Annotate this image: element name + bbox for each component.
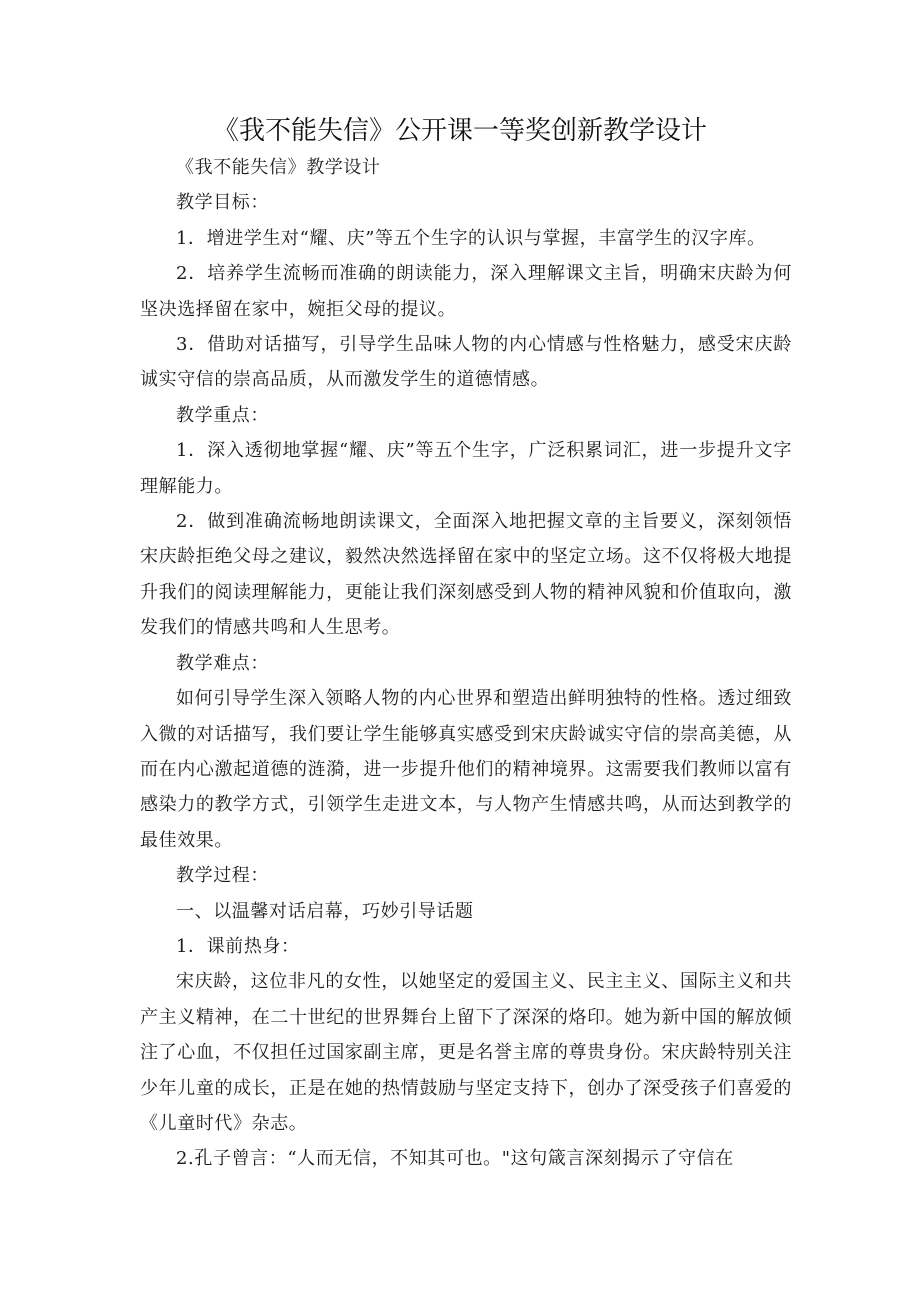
heading-key-points: 教学重点： <box>176 404 269 426</box>
heading-process: 教学过程： <box>176 865 269 887</box>
confucius-quote: 2.孔子曾言：“人而无信，不知其可也。"这句箴言深刻揭示了守信在 <box>176 1148 734 1170</box>
objective-3: 3．借助对话描写，引导学生品味人物的内心情感与性格魅力，感受宋庆龄诚实守信的崇高品质，从而激发学生的道德情感。 <box>140 334 792 391</box>
process-step-1: 一、以温馨对话启幕，巧妙引导话题 <box>176 900 474 922</box>
document-title: 《我不能失信》公开课一等奖创新教学设计 <box>212 116 707 146</box>
warmup-heading: 1．课前热身： <box>176 935 300 957</box>
document-body <box>140 150 792 1177</box>
warmup-text: 宋庆龄，这位非凡的女性，以她坚定的爱国主义、民主主义、国际主义和共产主义精神，在二十世纪的世界舞台上留下了深深的烙印。她为新中国的解放倾注了心血，不仅担任过国家副主席，更是名誉主席的尊贵身份。宋庆龄特别关注少年儿童的成长，正是在她的热情鼓励与坚定支持下，创办了深受孩子们喜爱的《儿童时代》杂志。 <box>140 971 792 1134</box>
objective-2: 2．培养学生流畅而准确的朗读能力，深入理解课文主旨，明确宋庆龄为何坚决选择留在家中，婉拒父母的提议。 <box>140 263 792 320</box>
key-point-1: 1．深入透彻地掌握“耀、庆”等五个生字，广泛积累词汇，进一步提升文字理解能力。 <box>140 440 792 497</box>
difficulty-text: 如何引导学生深入领略人物的内心世界和塑造出鲜明独特的性格。透过细致入微的对话描写，我们要让学生能够真实感受到宋庆龄诚实守信的崇高美德，从而在内心激起道德的涟漪，进一步提升他们的精神境界。这需要我们教师以富有感染力的教学方式，引领学生走进文本，与人物产生情感共鸣，从而达到教学的最佳效果。 <box>140 688 792 851</box>
objective-1: 1．增进学生对“耀、庆”等五个生字的认识与掌握，丰富学生的汉字库。 <box>176 227 766 249</box>
heading-objectives: 教学目标： <box>176 192 269 214</box>
key-point-2: 2．做到准确流畅地朗读课文，全面深入地把握文章的主旨要义，深刻领悟宋庆龄拒绝父母之建议，毅然决然选择留在家中的坚定立场。这不仅将极大地提升我们的阅读理解能力，更能让我们深刻感受到人物的精神风貌和价值取向，激发我们的情感共鸣和人生思考。 <box>140 511 792 639</box>
paragraph-subtitle: 《我不能失信》教学设计 <box>176 157 381 178</box>
heading-difficulties: 教学难点： <box>176 652 269 674</box>
